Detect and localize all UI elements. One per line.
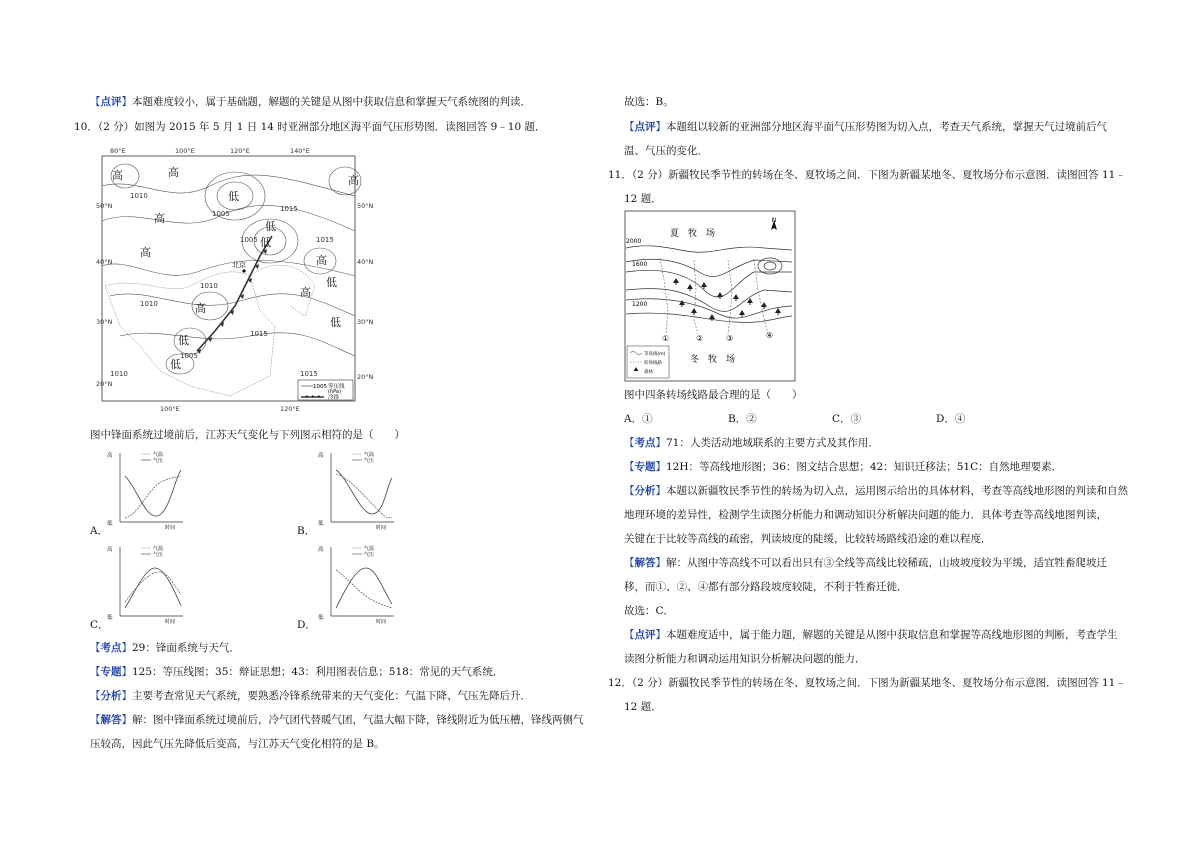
lon-label: 80°E <box>110 147 126 155</box>
pressure-center-label: 低 <box>178 334 189 347</box>
pressure-center-label: 低 <box>228 190 239 203</box>
legend-route-text: 转场线路 <box>644 361 662 366</box>
comment-continuation: 读图分析能力和调动运用知识分析解决问题的能力． <box>624 653 866 665</box>
jieda-continuation: 移，而①、②、④都有部分路段坡度较陡，不利于牲畜迁徙． <box>624 581 908 593</box>
lat-label: 50°N <box>96 202 113 210</box>
option-d-label[interactable]: D． <box>297 619 316 631</box>
route-3-label: ③ <box>726 334 734 343</box>
kaodian-paragraph: 【考点】29：锋面系统与天气． <box>90 642 240 654</box>
svg-text:高: 高 <box>318 547 324 553</box>
question-10-stem: 10．（2 分）如图为 2015 年 5 月 1 日 14 时亚洲部分地区海平面气压形势图．读图回答 9﹣10 题． <box>74 121 546 133</box>
option-b-label[interactable]: B． <box>297 525 316 537</box>
pressure-center-label: 低 <box>265 220 276 233</box>
pressure-center-label: 低 <box>326 276 337 289</box>
jieda-paragraph: 【解答】解：从图中等高线不可以看出只有③全线等高线比较稀疏，山坡坡度较为平缓，适宜牲畜爬坡迁 <box>624 557 1107 569</box>
option-a[interactable]: A．① <box>624 413 653 425</box>
question-11-stem: 11．（2 分）新疆牧民季节性的转场在冬、夏牧场之间．下图为新疆某地冬、夏牧场分布示意图．读图回答 11﹣ <box>608 169 1126 181</box>
pressure-center-label: 高 <box>195 302 206 315</box>
contour-label: 2000 <box>626 238 642 245</box>
option-a-label[interactable]: A． <box>90 525 109 537</box>
fenxi-continuation: 地理环境的差异性，检测学生读图分析能力和调动知识分析解决问题的能力．具体考查等高线地图判读， <box>624 509 1107 521</box>
option-a-chart <box>105 448 185 530</box>
contour-label: 1600 <box>632 261 648 268</box>
svg-text:气压: 气压 <box>364 458 375 464</box>
section-tag: 解答 <box>634 557 656 569</box>
question-11-text: 图中四条转场线路最合理的是（ ） <box>624 389 803 401</box>
svg-text:气压: 气压 <box>153 458 164 464</box>
route-2-label: ② <box>696 334 704 343</box>
legend-isobar-unit: (hPa) <box>328 389 341 395</box>
lon-label: 140°E <box>290 147 310 155</box>
isobar-value-label: 1005 <box>180 352 198 360</box>
lon-label: 120°E <box>280 405 300 413</box>
option-c-label[interactable]: C． <box>90 619 109 631</box>
isobar-value-label: 1015 <box>280 205 298 213</box>
zhuanti-text: 125：等压线图；35：辩证思想；43：利用图表信息；518：常见的天气系统． <box>132 666 504 678</box>
fenxi-text: 本题以新疆牧民季节性的转场为切入点，运用图示给出的具体材料，考查等高线地形图的判读和自然 <box>666 485 1128 497</box>
section-tag: 专题 <box>634 461 656 473</box>
pressure-center-label: 高 <box>140 246 151 259</box>
option-d[interactable]: D．④ <box>936 413 966 425</box>
svg-text:低: 低 <box>107 521 113 527</box>
lat-label: 20°N <box>357 373 374 381</box>
kaodian-text: 29：锋面系统与天气． <box>132 642 240 654</box>
isobar-value-label: 1010 <box>200 282 218 290</box>
city-label: 北京 <box>232 261 246 269</box>
route-4-label: ④ <box>766 331 774 340</box>
svg-text:气温: 气温 <box>153 546 164 552</box>
isobar-value-label: 1010 <box>110 370 128 378</box>
lon-label: 100°E <box>175 147 195 155</box>
svg-text:时间: 时间 <box>165 619 176 625</box>
pressure-center-label: 高 <box>112 169 123 182</box>
legend-forest-text: 森林 <box>644 370 653 375</box>
sub-question: 图中锋面系统过境前后，江苏天气变化与下列图示相符的是（ ） <box>90 429 405 441</box>
isobar-value-label: 1005 <box>240 236 258 244</box>
svg-text:时间: 时间 <box>376 619 387 625</box>
pressure-center-label: 高 <box>300 286 311 299</box>
svg-text:气压: 气压 <box>153 552 164 558</box>
lat-label: 50°N <box>357 202 374 210</box>
pasture-map <box>624 210 796 382</box>
lat-label: 20°N <box>96 380 113 388</box>
answer-c: 故选：C． <box>624 605 675 617</box>
section-tag: 解答 <box>100 714 122 726</box>
pressure-map <box>96 146 374 414</box>
svg-text:高: 高 <box>107 547 113 553</box>
lat-label: 30°N <box>357 318 374 326</box>
zhuanti-text: 12H：等高线地形图；36：图文结合思想；42：知识迁移法；51C：自然地理要素． <box>666 461 1063 473</box>
option-b-chart <box>316 448 396 530</box>
pressure-center-label: 高 <box>168 166 179 179</box>
comment-paragraph: 【点评】本题组以较新的亚洲部分地区海平面气压形势图为切入点，考查天气系统，掌握天气过境前后气 <box>624 121 1107 133</box>
svg-text:低: 低 <box>318 615 324 621</box>
fenxi-paragraph: 【分析】主要考查常见天气系统，要熟悉冷锋系统带来的天气变化：气温下降、气压先降后升． <box>90 690 531 702</box>
comment-text: 本题组以较新的亚洲部分地区海平面气压形势图为切入点，考查天气系统，掌握天气过境前后气 <box>666 121 1107 133</box>
legend-front-text: 冷锋 <box>328 395 340 401</box>
isobar-value-label: 1010 <box>140 300 158 308</box>
isobar-value-label: 1015 <box>250 330 268 338</box>
svg-text:时间: 时间 <box>165 525 176 531</box>
section-tag: 分析 <box>100 690 122 702</box>
contour-label: 1200 <box>632 301 648 308</box>
svg-text:时间: 时间 <box>376 525 387 531</box>
zhuanti-paragraph: 【专题】12H：等高线地形图；36：图文结合思想；42：知识迁移法；51C：自然地理要素． <box>624 461 1063 473</box>
fenxi-continuation: 关键在于比较等高线的疏密，判读坡度的陡缓，比较转场路线沿途的难以程度． <box>624 533 992 545</box>
legend-isobar-value: 1005 <box>313 384 327 390</box>
option-c[interactable]: C．③ <box>832 413 862 425</box>
question-12-stem: 12．（2 分）新疆牧民季节性的转场在冬、夏牧场之间．下图为新疆某地冬、夏牧场分布示意图．读图回答 11﹣ <box>608 677 1126 689</box>
pressure-center-label: 低 <box>330 316 341 329</box>
svg-text:气温: 气温 <box>364 546 375 552</box>
fenxi-paragraph: 【分析】本题以新疆牧民季节性的转场为切入点，运用图示给出的具体材料，考查等高线地形图的判读和自然 <box>624 485 1128 497</box>
isobar-value-label: 1015 <box>300 370 318 378</box>
svg-text:气温: 气温 <box>364 452 375 458</box>
zhuanti-paragraph: 【专题】125：等压线图；35：辩证思想；43：利用图表信息；518：常见的天气系统． <box>90 666 504 678</box>
kaodian-text: 71：人类活动地域联系的主要方式及其作用． <box>666 437 879 449</box>
pressure-center-label: 高 <box>316 254 327 267</box>
jieda-text: 解：图中锋面系统过境前后，冷气团代替暖气团，气温大幅下降，锋线附近为低压槽，锋线两侧气 <box>132 714 584 726</box>
isobar-value-label: 1010 <box>130 192 148 200</box>
question-11-stem-cont: 12 题． <box>624 193 662 205</box>
section-tag: 考点 <box>100 642 122 654</box>
lon-label: 100°E <box>160 405 180 413</box>
lat-label: 30°N <box>96 318 113 326</box>
pressure-center-label: 低 <box>170 358 181 371</box>
isobar-value-label: 1015 <box>316 236 334 244</box>
option-b[interactable]: B．② <box>728 413 757 425</box>
svg-text:低: 低 <box>318 521 324 527</box>
pressure-center-label: 高 <box>154 212 165 225</box>
answer-b: 故选：B。 <box>624 96 674 108</box>
svg-text:高: 高 <box>318 453 324 459</box>
lat-label: 40°N <box>96 258 113 266</box>
section-tag: 分析 <box>634 485 656 497</box>
lat-label: 40°N <box>357 258 374 266</box>
section-tag: 点评 <box>634 629 656 641</box>
jieda-paragraph: 【解答】解：图中锋面系统过境前后，冷气团代替暖气团，气温大幅下降，锋线附近为低压槽，锋线两侧气 <box>90 714 584 726</box>
svg-text:高: 高 <box>107 453 113 459</box>
kaodian-paragraph: 【考点】71：人类活动地域联系的主要方式及其作用． <box>624 437 879 449</box>
fenxi-text: 主要考查常见天气系统，要熟悉冷锋系统带来的天气变化：气温下降、气压先降后升． <box>132 690 531 702</box>
city-dot <box>242 269 245 272</box>
option-d-chart <box>316 542 396 624</box>
isobar-value-label: 1005 <box>212 210 230 218</box>
svg-text:气温: 气温 <box>153 452 164 458</box>
jieda-continuation: 压较高，因此气压先降低后变高，与江苏天气变化相符的是 B。 <box>90 738 385 750</box>
summer-pasture-label: 夏 牧 场 <box>670 229 716 239</box>
comment-text: 本题难度较小，属于基础题，解题的关键是从图中获取信息和掌握天气系统图的判读． <box>132 96 531 108</box>
comment-continuation: 温、气压的变化． <box>624 145 708 157</box>
section-tag: 专题 <box>100 666 122 678</box>
north-arrow: N <box>771 217 777 224</box>
lon-label: 120°E <box>230 147 250 155</box>
section-tag: 点评 <box>100 96 122 108</box>
comment-paragraph: 【点评】本题难度较小，属于基础题，解题的关键是从图中获取信息和掌握天气系统图的判读． <box>90 96 531 108</box>
jieda-text: 解：从图中等高线不可以看出只有③全线等高线比较稀疏，山坡坡度较为平缓，适宜牲畜爬坡迁 <box>666 557 1107 569</box>
legend-isobar-text: 等压线 <box>328 384 345 390</box>
question-12-stem-cont: 12 题． <box>624 701 662 713</box>
comment-paragraph: 【点评】本题难度适中，属于能力题，解题的关键是从图中获取信息和掌握等高线地形图的判断，考查学生 <box>624 629 1118 641</box>
legend-contour-text: 等高线(m) <box>644 352 666 357</box>
svg-text:气压: 气压 <box>364 552 375 558</box>
section-tag: 考点 <box>634 437 656 449</box>
comment-text: 本题难度适中，属于能力题，解题的关键是从图中获取信息和掌握等高线地形图的判断，考查学生 <box>666 629 1118 641</box>
pressure-center-label: 低 <box>260 236 271 249</box>
route-1-label: ① <box>662 334 670 343</box>
section-tag: 点评 <box>634 121 656 133</box>
option-c-chart <box>105 542 185 624</box>
pressure-center-label: 高 <box>348 174 359 187</box>
winter-pasture-label: 冬 牧 场 <box>690 355 736 365</box>
svg-text:低: 低 <box>107 615 113 621</box>
